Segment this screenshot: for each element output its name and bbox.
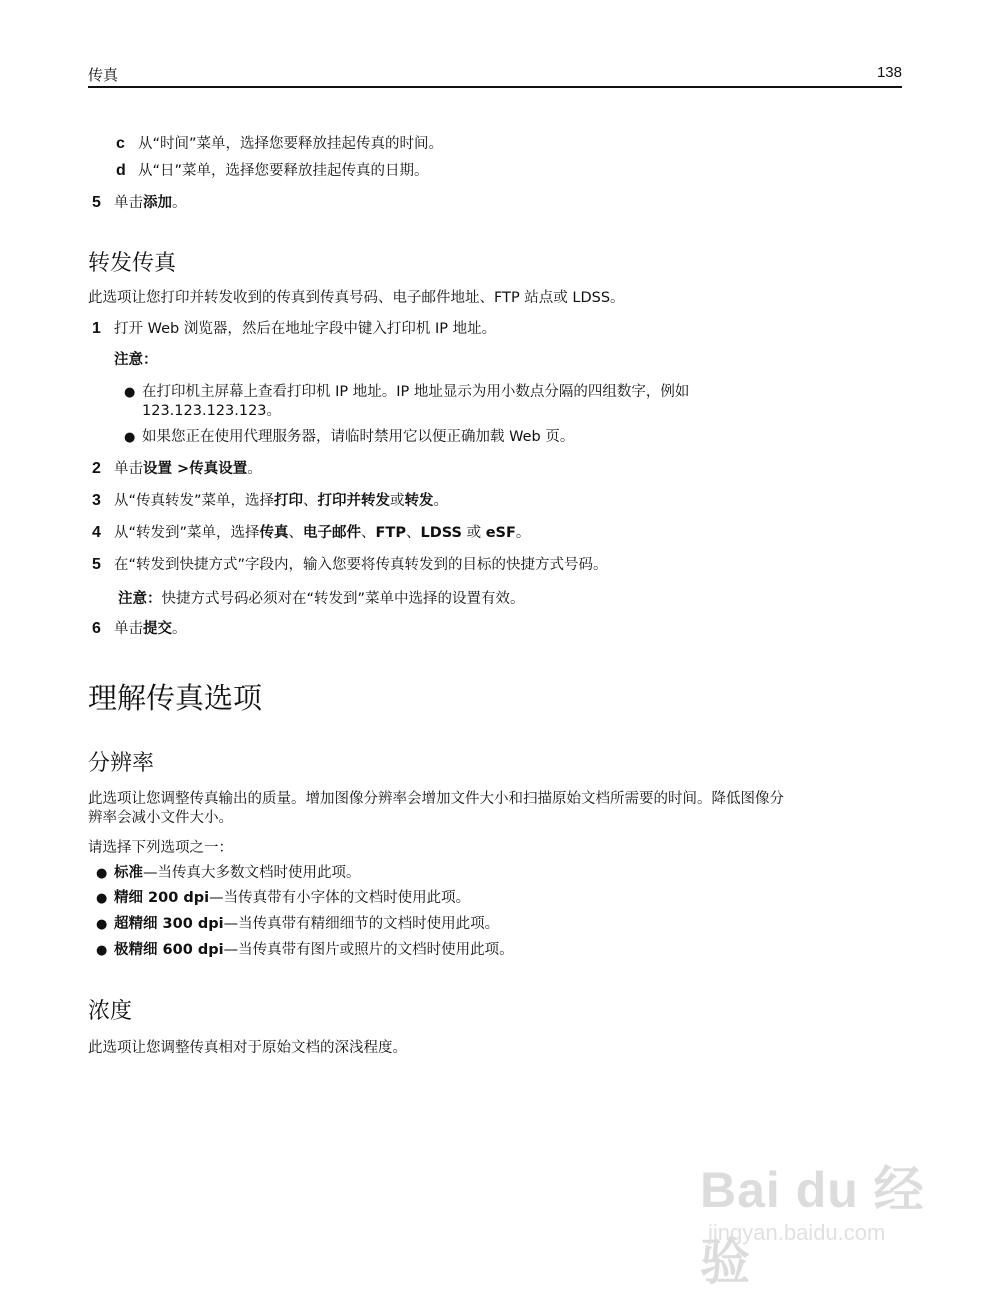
resolution-item-standard: [96, 863, 361, 884]
darkness-heading: 浓度: [88, 999, 133, 1024]
step-d: [116, 161, 429, 181]
option-esf: eSF: [485, 525, 516, 541]
step-label: 6: [92, 620, 101, 637]
step-text: 打开 Web 浏览器，然后在地址字段中键入打印机 IP 地址。: [114, 321, 497, 337]
forward-step-1: [92, 319, 496, 339]
option-ftp: FTP: [375, 525, 406, 541]
bullet-icon: ●: [96, 891, 108, 906]
step-text: 单击: [114, 621, 143, 637]
item-text: —当传真带有图片或照片的文档时使用此项。: [223, 942, 514, 958]
step-text: 单击: [114, 461, 143, 477]
bullet-icon: ●: [96, 917, 108, 932]
note-label: 注意：: [118, 591, 162, 607]
resolution-heading: 分辨率: [88, 751, 155, 776]
header-title: 传真: [88, 66, 119, 84]
step-text: 。: [172, 195, 187, 211]
baidu-watermark: [700, 1130, 940, 1290]
step-text: 单击: [114, 195, 143, 211]
separator: 、: [405, 525, 421, 541]
note-bullet-1-cont: 123.123.123.123。: [142, 403, 282, 419]
item-text: —当传真带有精细细节的文档时使用此项。: [223, 916, 500, 932]
forward-step-3: [92, 491, 448, 511]
add-command: 添加: [143, 195, 172, 211]
page-header: [88, 62, 902, 88]
note-label: 注意：: [114, 352, 158, 368]
step-text: 从“转发到”菜单，选择: [114, 525, 260, 541]
settings-path: 设置 >传真设置: [143, 461, 248, 477]
page-number: 138: [876, 64, 902, 81]
step-text: 在“转发到快捷方式”字段内，输入您要将传真转发到的目标的快捷方式号码。: [114, 557, 608, 573]
step-5-add: [92, 193, 187, 213]
option-forward: 转发: [404, 493, 434, 509]
forward-intro: 此选项让您打印并转发收到的传真到传真号码、电子邮件地址、FTP 站点或 LDSS。: [88, 290, 625, 306]
step-label: 5: [92, 194, 101, 211]
step-label: 3: [92, 492, 101, 509]
step-text: 。: [433, 493, 449, 509]
resolution-intro-1: 此选项让您调整传真输出的质量。增加图像分辨率会增加文件大小和扫描原始文档所需要的时间。降低图像分: [88, 791, 784, 807]
bullet-icon: ●: [124, 385, 136, 400]
note-2: [118, 589, 525, 609]
item-name: 精细 200 dpi: [114, 890, 210, 906]
note-bullet-1: [124, 382, 689, 403]
bullet-icon: ●: [96, 866, 108, 881]
option-email: 电子邮件: [303, 525, 362, 541]
step-text: 从“日”菜单，选择您要释放挂起传真的日期。: [138, 163, 429, 179]
separator: 或: [390, 493, 405, 509]
forward-step-2: [92, 459, 262, 479]
bullet-icon: ●: [124, 430, 136, 445]
forward-step-6: [92, 619, 187, 639]
watermark-url: jingyan.baidu.com: [708, 1220, 886, 1245]
bullet-icon: ●: [96, 943, 108, 958]
darkness-intro: 此选项让您调整传真相对于原始文档的深浅程度。: [88, 1040, 407, 1056]
bullet-text: 在打印机主屏幕上查看打印机 IP 地址。IP 地址显示为用小数点分隔的四组数字，例如: [142, 384, 690, 400]
fax-options-heading: 理解传真选项: [88, 681, 263, 715]
item-name: 超精细 300 dpi: [114, 916, 224, 932]
item-text: —当传真带有小字体的文档时使用此项。: [209, 890, 471, 906]
option-print-forward: 打印并转发: [317, 493, 391, 509]
submit-command: 提交: [143, 621, 172, 637]
forward-step-5: [92, 555, 608, 575]
resolution-intro-2: 辨率会减小文件大小。: [88, 810, 233, 826]
step-label: d: [116, 162, 126, 179]
note-text: 快捷方式号码必须对在“转发到”菜单中选择的设置有效。: [161, 591, 525, 607]
step-text: 从“时间”菜单，选择您要释放挂起传真的时间。: [138, 136, 444, 152]
step-text: 。: [247, 461, 262, 477]
option-ldss: LDSS: [420, 525, 462, 541]
separator: 、: [288, 525, 304, 541]
option-print: 打印: [274, 493, 304, 509]
note-bullet-2: [124, 427, 574, 448]
bullet-text: 如果您正在使用代理服务器，请临时禁用它以便正确加载 Web 页。: [142, 429, 575, 445]
watermark-brand: Bai du 经验: [700, 1162, 925, 1290]
separator: 或: [461, 525, 486, 541]
resolution-item-super-fine: [96, 914, 499, 935]
separator: 、: [361, 525, 376, 541]
item-text: —当传真大多数文档时使用此项。: [143, 865, 361, 881]
item-name: 标准: [114, 865, 143, 881]
step-label: 1: [92, 320, 101, 337]
step-text: 从“传真转发”菜单，选择: [114, 493, 275, 509]
step-c: [116, 134, 443, 154]
step-label: 5: [92, 556, 101, 573]
step-label: c: [116, 135, 125, 152]
step-text: 。: [515, 525, 531, 541]
step-label: 4: [92, 524, 101, 541]
step-label: 2: [92, 460, 101, 477]
resolution-item-ultra-fine: [96, 940, 514, 961]
forward-step-4: [92, 523, 530, 543]
item-name: 极精细 600 dpi: [114, 942, 224, 958]
forward-fax-heading: 转发传真: [88, 251, 177, 276]
resolution-item-fine: [96, 888, 470, 909]
step-text: 。: [172, 621, 187, 637]
resolution-choose: 请选择下列选项之一：: [88, 840, 233, 856]
option-fax: 传真: [259, 525, 289, 541]
separator: 、: [303, 493, 318, 509]
